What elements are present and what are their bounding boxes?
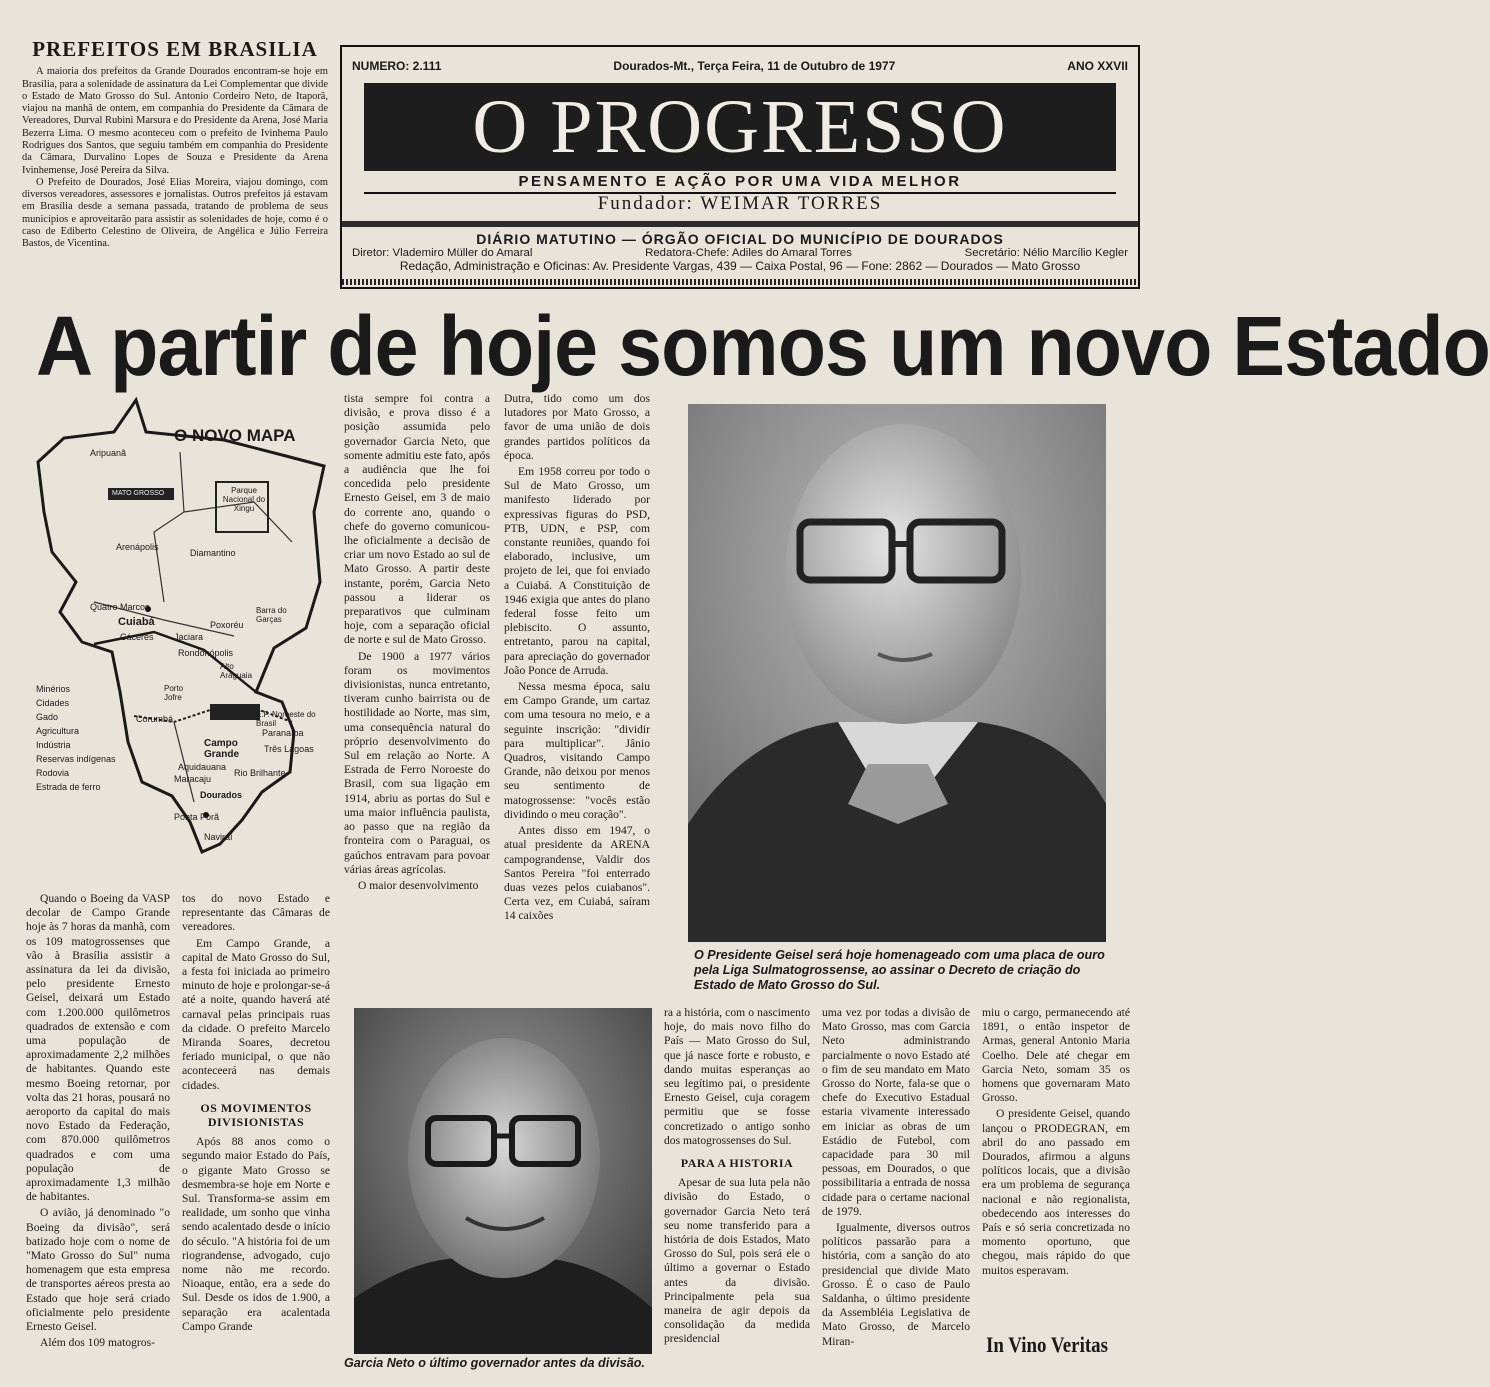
article-paragraph: De 1900 a 1977 vários foram os movimentos divisionistas, nunca entretanto, tiveram cunho bairrista ou de hostilidade ao Norte, mas sim, uma consequência natural do próprio desenvolvimento do Sul em relação ao Norte. A Estrada de Ferro Noroeste do Brasil, com sua ligação em 1914, abriu as portas do Sul e uma maior influência paulista, ao passo que na região da fronteira com o Paraguai, os gaúchos entravam para povoar várias áreas agrícolas. <box>344 649 490 876</box>
main-headline: A partir de hoje somos um novo Estado <box>36 299 1490 393</box>
map-label: Maracaju <box>174 774 212 784</box>
masthead-director: Diretor: Vlademiro Müller do Amaral <box>352 247 533 259</box>
article-paragraph: Igualmente, diversos outros políticos passarão para a história, com a sanção do ato presidencial que divide Mato Grosso. É o caso de Paulo Saldanha, o último presidente da Assembléia Legislativa de Mato Grosso, de Marcelo Miran- <box>822 1221 970 1348</box>
map-label: Ponta Porã <box>174 812 220 822</box>
map-label: Poxoréu <box>210 620 244 630</box>
article-paragraph: Quando o Boeing da VASP decolar de Campo Grande hoje às 7 horas da manhã, com os 109 matogrossenses que vão à Brasília assistir a assinatura da lei da divisão, pelo presidente Ernesto Geisel, deixará um Estado com 1.200.000 quilômetros quadrados de extensão e com uma população de aproximadamente 2,2 milhões de habitantes. Quando este mesmo Boeing retornar, por volta das 21 horas, pousará no aeroporto da capital do mais novo Estado da Federação, com 870.000 quilômetros quadrados e com uma população de aproximadamente 1,3 milhão de habitantes. <box>26 892 170 1204</box>
map-label: Dourados <box>200 790 243 800</box>
map-label: Alto Araguaia <box>220 662 253 680</box>
section-heading: OS MOVIMENTOS DIVISIONISTAS <box>200 1100 312 1130</box>
masthead-info <box>352 231 1128 273</box>
article-paragraph: O avião, já denominado "o Boeing da divisão", será batizado hoje com o nome de "Mato Grosso do Sul" numa homenagem que esta empresa de transportes aéreos presta ao Estado que hoje será criado oficialmente pelo presidente Ernesto Geisel. <box>26 1206 170 1334</box>
map-label: MATO GROSSO <box>112 490 165 497</box>
masthead-top-line <box>352 59 1128 73</box>
article-column-6 <box>822 1006 970 1382</box>
next-article-title: In Vino Veritas <box>986 1332 1108 1357</box>
issue-date: Dourados-Mt., Terça Feira, 11 de Outubro de 1977 <box>613 59 896 73</box>
sidebar-paragraph: A maioria dos prefeitos da Grande Dourados encontram-se hoje em Brasília, para a solenidade de assinatura da Lei Complementar que divide o Estado de Mato Grosso do Sul. Antonio Cordeiro Neto, de Itaporã, viajou na manhã de ontem, em companhia do Presidente da Câmara de Vereadores, Durval Rubini Marsura e do Presidente da Arena, José Maria Bezerra Lima. O mesmo aconteceu com o prefeito de Ivinhema Paulo Rodrigues dos Santos, que seguiu também em companhia do Presidente da Câmara, Durvalino Lopes de Souza e Presidente da Arena Ivinhemense, José Pereira da Silva. <box>22 66 328 176</box>
map-label: Arenápolis <box>116 542 159 552</box>
masthead-divider <box>342 221 1138 227</box>
map-label: Campo Grande <box>204 738 240 760</box>
newspaper-title: O PROGRESSO <box>364 83 1116 171</box>
map-label: Porto Jofre <box>164 684 184 702</box>
sidebar-article <box>22 37 328 304</box>
article-paragraph: Dutra, tido como um dos lutadores por Mato Grosso, a favor de uma união de dois grandes partidos políticos da época. <box>504 392 650 462</box>
article-paragraph: Antes disso em 1947, o atual presidente da ARENA campograndense, Valdir dos Santos Pereira "foi enterrado duas vezes pelos cuiabanos". Certa vez, em Cuiabá, saíram 14 caixões <box>504 824 650 923</box>
article-paragraph: miu o cargo, permanecendo até 1891, o então inspetor de Armas, general Antonio Maria Coelho. Dele até chegar em Garcia Neto, somam 35 os homens que governaram Mato Grosso. <box>982 1006 1130 1105</box>
article-column-1 <box>26 892 170 1382</box>
masthead-daily: DIÁRIO MATUTINO — ÓRGÃO OFICIAL DO MUNICÍPIO DE DOURADOS <box>476 231 1004 247</box>
masthead-editor: Redatora-Chefe: Adiles do Amaral Torres <box>645 247 852 259</box>
map-legend-item: Reservas indígenas <box>36 754 116 764</box>
article-paragraph: ra a história, com o nascimento hoje, do mais novo filho do País — Mato Grosso do Sul, que já nasce forte e robusto, e dando muitas esperanças ao seu legítimo pai, o presidente Ernesto Geisel, cuja coragem permitiu que se fosse concretizado o antigo sonho dos matogrossenses do Sul. <box>664 1006 810 1147</box>
map-legend-item: Minérios <box>36 684 71 694</box>
map-legend-item: Cidades <box>36 698 70 708</box>
article-column-3 <box>344 392 490 988</box>
masthead-staff <box>352 247 1128 259</box>
map-legend-item: Agricultura <box>36 726 80 736</box>
map-label: Rio Brilhante <box>234 768 286 778</box>
geisel-caption: O Presidente Geisel será hoje homenageado com uma placa de ouro pela Liga Sulmatogrossense, ao assinar o Decreto de criação do Estado de Mato Grosso do Sul. <box>694 948 1105 992</box>
issue-number: NUMERO: 2.111 <box>352 59 442 73</box>
map-legend-item: Rodovia <box>36 768 70 778</box>
portrait-garcia <box>354 1008 652 1354</box>
newspaper-founder: Fundador: WEIMAR TORRES <box>597 193 883 214</box>
article-column-5 <box>664 1006 810 1382</box>
map-title: O NOVO MAPA <box>174 426 296 445</box>
article-paragraph: Em Campo Grande, a capital de Mato Grosso do Sul, a festa foi iniciada ao primeiro minuto de hoje e prolongar-se-á até a noite, quando haverá até carnaval pelas principais ruas da cidade. O prefeito Marcelo Miranda Soares, decretou feriado municipal, o que não aconteceerá nas demais cidades. <box>182 936 330 1092</box>
article-column-7 <box>982 1006 1130 1324</box>
map-legend-item: Gado <box>36 712 59 722</box>
sidebar-title: PREFEITOS EM BRASILIA <box>32 37 318 61</box>
map-legend-item: Estrada de ferro <box>36 782 101 792</box>
map-label: Corumbá <box>136 714 174 724</box>
article-paragraph: Após 88 anos como o segundo maior Estado do País, o gigante Mato Grosso se desmembra-se hoje em Norte e Sul. Transforma-se assim em realidade, um sonho que vinha sendo acalentado desde o início do século. "A história foi de um riograndense, advogado, cujo nome não me recordo. Nioaque, então, era a sede do Sul. Desde os idos de 1.900, a separação era acalentada Campo Grande <box>182 1135 330 1333</box>
article-paragraph: tista sempre foi contra a divisão, e prova disso é a posição assumida pelo governador Garcia Neto, que somente admitiu este fato, após a audiência que lhe foi concedida pelo presidente Ernesto Geisel, em 3 de maio do corrente ano, quando o chefe do governo comunicou-lhe oficialmente a decisão de criar um novo Estado ao sul de Mato Grosso. A partir deste instante, porém, Garcia Neto passou a liderar os preparativos que culminam hoje, com a separação oficial de norte e sul de Mato Grosso. <box>344 392 490 647</box>
issue-year: ANO XXVII <box>1067 59 1128 73</box>
masthead <box>340 45 1140 289</box>
article-paragraph: tos do novo Estado e representante das Câmaras de vereadores. <box>182 892 330 934</box>
map-label: Barra do Garças <box>256 606 287 624</box>
article-paragraph: Além dos 109 matogros- <box>40 1336 155 1350</box>
article-paragraph: Em 1958 correu por todo o Sul de Mato Grosso, um manifesto liderado por expressivas figuras do PSD, PTB, UDN, e PSP, com constante reuniões, quando foi elaborado, inclusive, um projeto de lei, que foi enviado a Cuiabá. A Constituição de 1946 exigia que antes do plano federal fosse feito um plebiscito. O assunto, entretanto, parou na capital, para apreciação do governador João Ponce de Arruda. <box>504 465 650 677</box>
sidebar-paragraph: O Prefeito de Dourados, José Elias Moreira, viajou domingo, com diversos vereadores, assessores e jornalistas. Outros prefeitos já estavam em Brasília desde a semana passada, tratando de problema de seus municípios e aproveitarão para assistir as solenidades de hoje, como é o caso de Ediberto Celestino de Oliveira, de Angélica e Júlio Ferreira Bastos, de Vicentina. <box>22 176 328 250</box>
article-paragraph: O maior desenvolvimento <box>358 878 479 892</box>
newspaper-slogan: PENSAMENTO E AÇÃO POR UMA VIDA MELHOR <box>364 171 1116 194</box>
article-paragraph: O presidente Geisel, quando lançou o PRODEGRAN, em abril do ano passado em Dourados, afirmou a alguns políticos locais, que a divisão era um problema de segurança nacional e não regionalista, obedecendo aos interesses do País e só seria concretizada no momento oportuno, que chegou, mais rápido do que muitos esperavam. <box>982 1107 1130 1277</box>
map-label: E.F. Noroeste do Brasil <box>256 710 316 728</box>
article-column-4 <box>504 392 650 988</box>
geisel-photo <box>688 404 1106 942</box>
article-paragraph: Apesar de sua luta pela não divisão do Estado, o governador Garcia Neto terá seu nome transferido para a história de dois Estados, Mato Grosso do Sul, pois será ele o último a governar o Estado antes da divisão. Principalmente pela sua maneira de agir depois da consolidação da medida presidencial <box>664 1176 810 1346</box>
map-label: Aripuanã <box>90 448 127 458</box>
map-label: Rondonópolis <box>178 648 234 658</box>
masthead-address: Redação, Administração e Oficinas: Av. Presidente Vargas, 439 — Caixa Postal, 96 — Fone: 2862 — Dourados — Mato Grosso <box>399 259 1081 273</box>
map-label: Paranaíba <box>262 728 304 738</box>
map-legend-item: Indústria <box>36 740 71 750</box>
map-label: Quatro Marcos <box>90 602 150 612</box>
map-label: Diamantino <box>190 548 236 558</box>
section-heading: PARA A HISTORIA <box>680 1156 794 1171</box>
map-drawing <box>24 392 336 864</box>
map-label: Cáceres <box>120 632 154 642</box>
map-label: Parque Nacional do Xingu <box>222 486 266 513</box>
masthead-secretary: Secretário: Nélio Marcílio Kegler <box>964 247 1128 259</box>
map-label: Naviraí <box>204 832 233 842</box>
map-label: Jaciara <box>174 632 204 642</box>
portrait-geisel <box>688 404 1106 942</box>
article-paragraph: uma vez por todas a divisão de Mato Grosso, mas com Garcia Neto administrando parcialmente o novo Estado até o fim de seu mandato em Mato Grosso do Norte, fala-se que o chefe do Executivo Estadual estaria vivamente interessado em iniciar as obras de um Estádio de Futebol, com capacidade para 30 mil pessoas, em Dourados, o que possibilitaria a entrada de nossa cidade para o certame nacional de 1979. <box>822 1006 970 1218</box>
article-paragraph: Nessa mesma época, saiu em Campo Grande, um cartaz com uma tesoura no meio, e a seguinte inscrição: "dividir para multiplicar". Jânio Quadros, visitando Campo Grande, não deixou por menos seu sentimento de matogrossense: "vocês estão dividindo o meu coração". <box>504 680 650 821</box>
garcia-caption: Garcia Neto o último governador antes da divisão. <box>344 1356 645 1370</box>
garcia-photo <box>354 1008 652 1354</box>
masthead-stripe <box>342 279 1138 285</box>
map-label: Três Lagoas <box>264 744 314 754</box>
map-label: Aquidauana <box>178 762 227 772</box>
article-column-2 <box>182 892 330 1382</box>
state-map <box>24 392 336 864</box>
map-label: Cuiabá <box>118 616 155 628</box>
